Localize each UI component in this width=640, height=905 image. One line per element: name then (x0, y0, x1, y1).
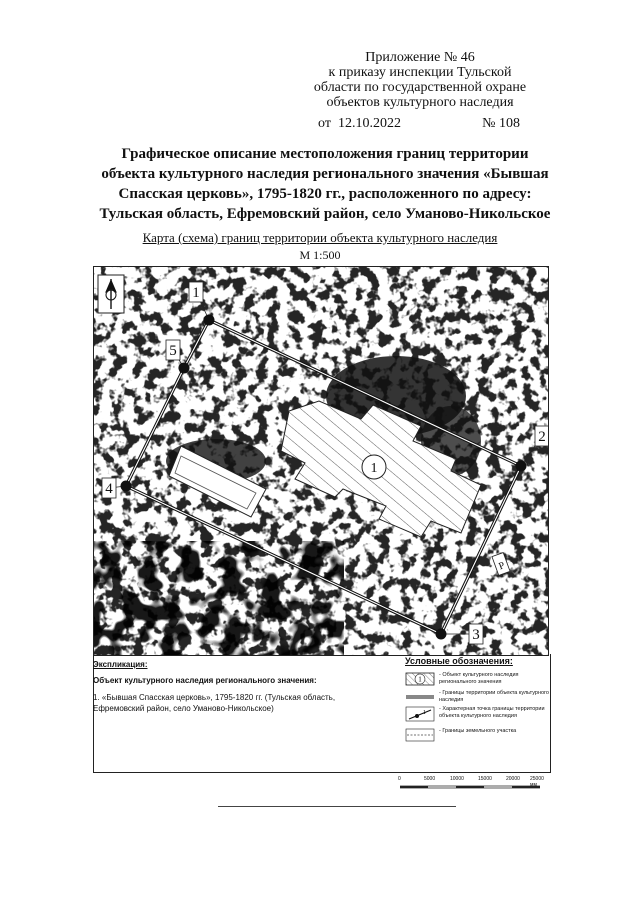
map-frame (93, 266, 549, 656)
boundary-point-label: 4 (105, 481, 113, 497)
scale-tick-1: 5000 (424, 776, 436, 782)
document-title (70, 144, 580, 224)
legend-object-symbol (405, 672, 435, 686)
boundary-point-1 (204, 315, 215, 326)
appendix-line-2: к приказу инспекции Тульской (328, 65, 512, 80)
boundary-point-2 (516, 461, 527, 472)
legend-parcel-text: - Границы земельного участка (439, 728, 517, 734)
order-dateline (318, 116, 548, 132)
legend-row-parcel (405, 728, 550, 744)
legend-row-boundary (405, 690, 550, 706)
legend-row-object (405, 672, 550, 688)
boundary-point-label: 2 (538, 429, 546, 445)
legend-boundary-symbol (405, 690, 435, 704)
scale-tick-5: 25000 мм (530, 776, 544, 788)
explication-subheading: Объект культурного наследия регионального значения: (93, 676, 317, 685)
boundary-point-5 (179, 363, 190, 374)
order-date: 12.10.2022 (337, 116, 401, 131)
map-scale: М 1:500 (299, 248, 341, 262)
title-line-2: объекта культурного наследия регионального значения «Бывшая (101, 166, 549, 182)
aerial-texture-dense (94, 541, 344, 655)
legend-object-text: - Объект культурного наследия регионального значения (439, 672, 519, 685)
title-line-1: Графическое описание местоположения границ территории (121, 146, 529, 162)
bottom-rule (218, 806, 456, 807)
date-prefix: от (318, 116, 331, 131)
map-canvas (94, 267, 548, 655)
boundary-point-label: 3 (472, 627, 480, 643)
legend-object-number: 1 (418, 675, 422, 684)
map-title: Карта (схема) границ территории объекта культурного наследия (142, 230, 498, 245)
legend-boundary-text: - Границы территории объекта культурного наследия (439, 690, 549, 703)
legend-point-number: 1 (423, 710, 426, 716)
appendix-block (290, 50, 550, 110)
title-line-4: Тульская область, Ефремовский район, село Уманово-Никольское (99, 206, 551, 222)
legend-point-text: - Характерная точка границы территории объекта культурного наследия (439, 706, 545, 719)
appendix-line-4: объектов культурного наследия (326, 95, 514, 110)
appendix-line-3: области по государственной охране (313, 80, 527, 95)
scale-bar (398, 776, 548, 796)
boundary-point-3 (436, 629, 447, 640)
title-line-3: Спасская церковь», 1795-1820 гг., расположенного по адресу: (118, 186, 532, 202)
legend-point-symbol (405, 706, 435, 722)
explication-heading: Экспликация: (93, 660, 148, 669)
north-arrow-icon (98, 275, 124, 313)
boundary-point-label: 1 (192, 285, 200, 301)
legend-heading: Условные обозначения: (405, 656, 513, 666)
scale-tick-0: 0 (398, 776, 401, 782)
heritage-object-label: 1 (370, 461, 378, 476)
scale-tick-3: 15000 (478, 776, 492, 782)
explication-item: 1. «Бывшая Спасская церковь», 1795-1820 гг. (Тульская область, Ефремовский район, село Уманово-Никольское) (93, 693, 336, 713)
legend-parcel-symbol (405, 728, 435, 742)
legend-row-point (405, 706, 550, 726)
appendix-line-1: Приложение № 46 (365, 50, 475, 65)
scale-tick-2: 10000 (450, 776, 464, 782)
road-label: Р (497, 560, 507, 573)
boundary-point-4 (121, 481, 132, 492)
boundary-point-label: 5 (169, 343, 177, 359)
scale-tick-4: 20000 (506, 776, 520, 782)
order-number: № 108 (482, 116, 520, 131)
